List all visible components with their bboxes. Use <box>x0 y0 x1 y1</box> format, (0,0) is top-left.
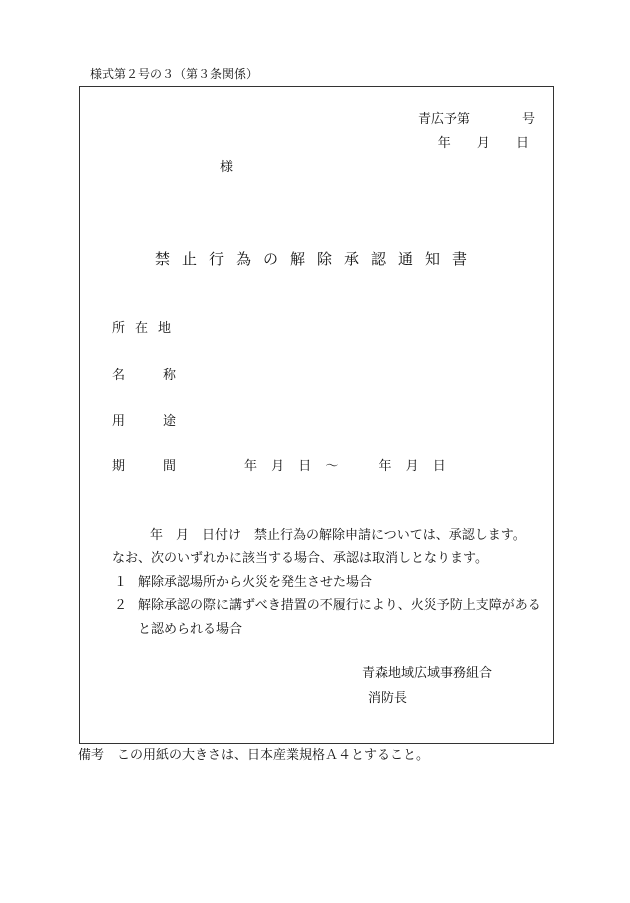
form-reference: 様式第２号の３（第３条関係） <box>90 67 259 81</box>
period-value: 年 月 日 ～ 年 月 日 <box>244 459 446 474</box>
list-item-text: 解除承認場所から火災を発生させた場合 <box>138 575 373 590</box>
document-title: 禁止行為の解除承認通知書 <box>155 250 480 268</box>
location-label: 所在地 <box>112 321 182 336</box>
name-label: 名称 <box>112 368 215 383</box>
issuer-title: 消防長 <box>368 691 408 706</box>
approval-statement: 年 月 日付け 禁止行為の解除申請については、承認します。 <box>150 528 526 543</box>
list-item-continuation-text: と認められる場合 <box>138 622 243 637</box>
footer-remark: 備考 この用紙の大きさは、日本産業規格Ａ４とすること。 <box>78 748 430 763</box>
list-item-text: 解除承認の際に講ずべき措置の不履行により、火災予防上支障がある <box>138 598 541 613</box>
issuing-organization: 青森地域広域事務組合 <box>362 666 493 681</box>
document-number: 青広予第 号 <box>417 112 535 127</box>
addressee-honorific: 様 <box>220 160 234 175</box>
issue-date: 年 月 日 <box>437 136 529 151</box>
revocation-note: なお、次のいずれかに該当する場合、承認は取消しとなります。 <box>112 551 488 566</box>
list-item-number: １ <box>114 575 128 590</box>
period-label: 期間 <box>112 459 215 474</box>
list-item-number: ２ <box>114 598 128 613</box>
use-label: 用途 <box>112 414 215 429</box>
